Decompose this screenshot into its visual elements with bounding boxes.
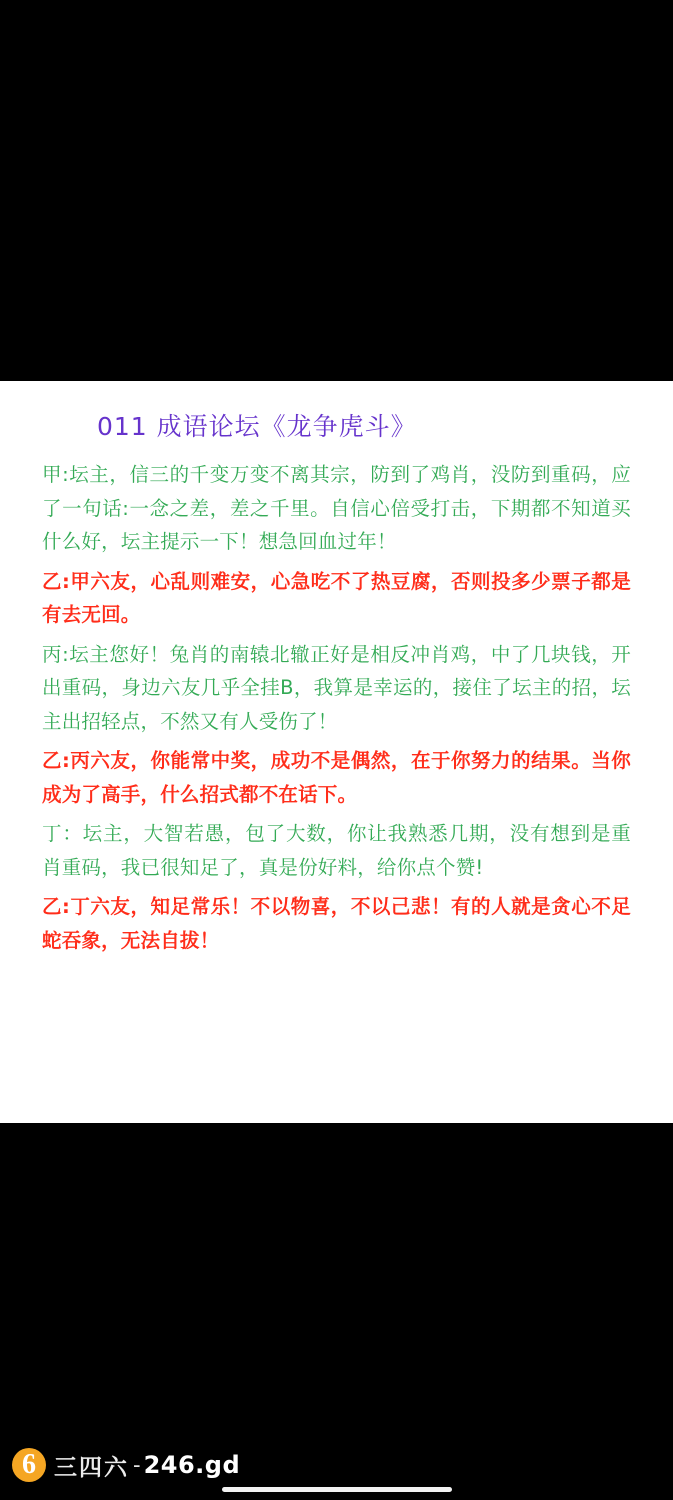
home-indicator[interactable] <box>222 1487 452 1492</box>
dialogue-paragraph-4: 乙:丙六友，你能常中奖，成功不是偶然，在于你努力的结果。当你成为了高手，什么招式都不在话下。 <box>42 749 631 806</box>
watermark <box>8 1442 250 1488</box>
watermark-url: 246.gd <box>143 1451 241 1479</box>
page-title: 011 成语论坛《龙争虎斗》 <box>97 412 417 441</box>
dialogue-paragraph-2: 乙:甲六友，心乱则难安，心急吃不了热豆腐，否则投多少票子都是有去无回。 <box>42 569 631 627</box>
logo-six-text: 6 <box>22 1449 36 1480</box>
brand-logo-icon <box>10 1445 50 1485</box>
dialogue-paragraph-6: 乙:丁六友，知足常乐！不以物喜，不以己悲！有的人就是贪心不足蛇吞象，无法自拔！ <box>42 895 631 952</box>
dialogue-paragraph-1: 甲:坛主，信三的千变万变不离其宗，防到了鸡肖，没防到重码，应了一句话:一念之差，差之千里。自信心倍受打击，下期都不知道买什么好，坛主提示一下！想急回血过年！ <box>42 463 631 554</box>
dialogue-paragraph-3: 丙:坛主您好！兔肖的南辕北辙正好是相反冲肖鸡，中了几块钱，开出重码，身边六友几乎全挂B，我算是幸运的，接住了坛主的招，坛主出招轻点，不然又有人受伤了！ <box>42 642 631 733</box>
watermark-separator: - <box>133 1453 141 1477</box>
content-card <box>0 381 673 1123</box>
dialogue-paragraph-5: 丁：坛主，大智若愚，包了大数，你让我熟悉几期，没有想到是重肖重码，我已很知足了，真是份好料，给你点个赞! <box>42 822 631 879</box>
watermark-brand-cn: 三四六 <box>54 1454 129 1481</box>
